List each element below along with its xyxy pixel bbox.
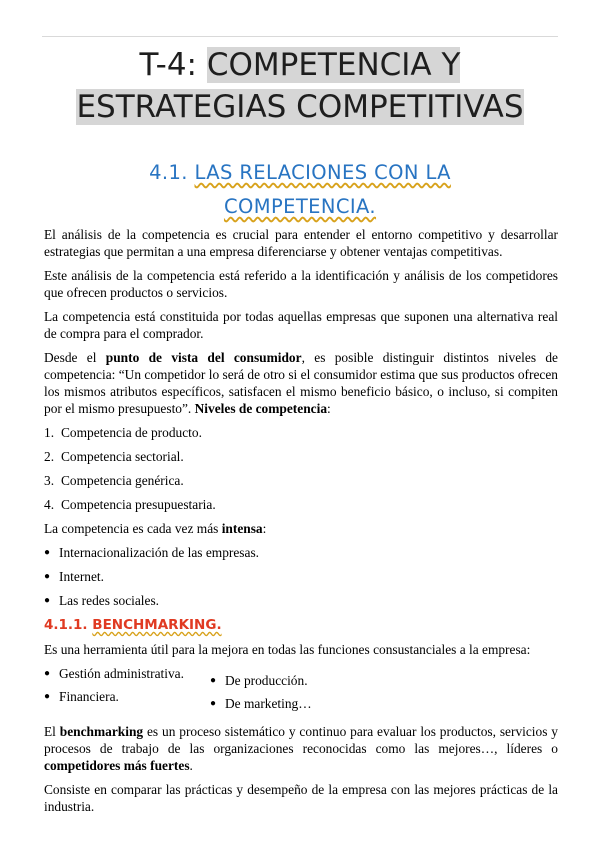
paragraph: Es una herramienta útil para la mejora en todas las funciones consustanciales a la empresa:	[44, 642, 531, 657]
competition-levels-list	[44, 424, 558, 513]
paragraph: Este análisis de la competencia está referido a la identificación y análisis de los competidores que ofrecen productos o servicios.	[44, 268, 558, 300]
list-item	[44, 448, 558, 465]
list-item	[44, 665, 210, 682]
text: es un proceso sistemático y continuo para evaluar los productos, servicios y procesos de trabajo de las organizaciones reconocidas como las mejores…, líderes o	[44, 724, 558, 756]
paragraph	[44, 723, 558, 774]
bullet-icon: ●	[210, 675, 217, 686]
text: :	[327, 401, 331, 416]
text: :	[262, 521, 267, 536]
paragraph: El análisis de la competencia es crucial para entender el entorno competitivo y desarrollar estrategias que permitan a una empresa diferenciarse y obtener ventajas competitivas.	[44, 227, 558, 259]
title-line1: COMPETENCIA Y	[206, 47, 461, 83]
paragraph	[44, 349, 558, 417]
list-item	[44, 688, 210, 705]
list-text: Competencia sectorial.	[61, 449, 184, 464]
section-heading	[0, 156, 600, 224]
functions-column-1	[44, 665, 210, 718]
bullet-icon: ●	[44, 547, 51, 558]
list-item	[44, 568, 558, 585]
text: Desde el	[44, 350, 106, 365]
top-divider	[42, 36, 558, 37]
list-item	[210, 672, 312, 689]
list-item	[210, 695, 312, 712]
paragraph	[44, 520, 558, 537]
list-text: Las redes sociales.	[59, 593, 160, 608]
list-item	[44, 544, 558, 561]
list-text: Competencia presupuestaria.	[61, 497, 216, 512]
list-text: Internet.	[59, 569, 104, 584]
document-body	[44, 226, 558, 822]
list-item	[44, 424, 558, 441]
list-text: Competencia de producto.	[61, 425, 202, 440]
section-title-line2: COMPETENCIA.	[223, 195, 377, 218]
subsection-title: BENCHMARKING.	[92, 617, 222, 633]
text: .	[189, 758, 193, 773]
section-number: 4.1.	[149, 161, 188, 184]
title-prefix: T-4:	[139, 47, 207, 83]
list-text: De marketing…	[225, 696, 312, 711]
list-number: 4.	[44, 497, 55, 512]
section-title-line1: LAS RELACIONES CON LA	[194, 161, 451, 184]
text: El	[44, 724, 60, 739]
bold-text: Niveles de competencia	[194, 401, 328, 416]
bullet-icon: ●	[44, 595, 51, 606]
functions-column-2	[210, 672, 312, 718]
bullet-icon: ●	[44, 668, 51, 679]
text: La competencia es cada vez más	[44, 521, 222, 536]
list-number: 1.	[44, 425, 55, 440]
bold-text: punto de vista del consumidor	[105, 350, 302, 365]
list-item	[44, 472, 558, 489]
list-item	[44, 496, 558, 513]
bold-text: benchmarking	[59, 724, 144, 739]
list-item	[44, 592, 558, 609]
bold-text: competidores más fuertes	[44, 758, 190, 773]
bullet-icon: ●	[210, 698, 217, 709]
paragraph: La competencia está constituida por todas aquellas empresas que suponen una alternativa real de compra para el comprador.	[44, 309, 558, 341]
document-title	[0, 44, 600, 128]
intense-list	[44, 544, 558, 609]
subsection-heading	[44, 616, 558, 634]
paragraph: Consiste en comparar las prácticas y desempeño de la empresa con las mejores prácticas de la industria.	[44, 782, 558, 814]
list-text: Gestión administrativa.	[59, 666, 184, 681]
list-text: De producción.	[225, 673, 308, 688]
functions-list	[44, 665, 558, 718]
list-text: Financiera.	[59, 689, 119, 704]
list-text: Competencia genérica.	[61, 473, 184, 488]
title-line2: ESTRATEGIAS COMPETITIVAS	[76, 89, 524, 125]
list-text: Internacionalización de las empresas.	[59, 545, 260, 560]
list-number: 2.	[44, 449, 55, 464]
subsection-number: 4.1.1.	[44, 617, 88, 633]
bullet-icon: ●	[44, 691, 51, 702]
text: , es posible distinguir distintos niveles de competencia: “Un competidor lo será de otro si el consumidor estima que sus productos ofrecen los mismos atributos específicos, satisfacen el mismo beneficio básico, o incluso, si compiten por el mismo presupuesto”.	[44, 350, 559, 416]
bold-text: intensa	[221, 521, 263, 536]
list-number: 3.	[44, 473, 55, 488]
bullet-icon: ●	[44, 571, 51, 582]
